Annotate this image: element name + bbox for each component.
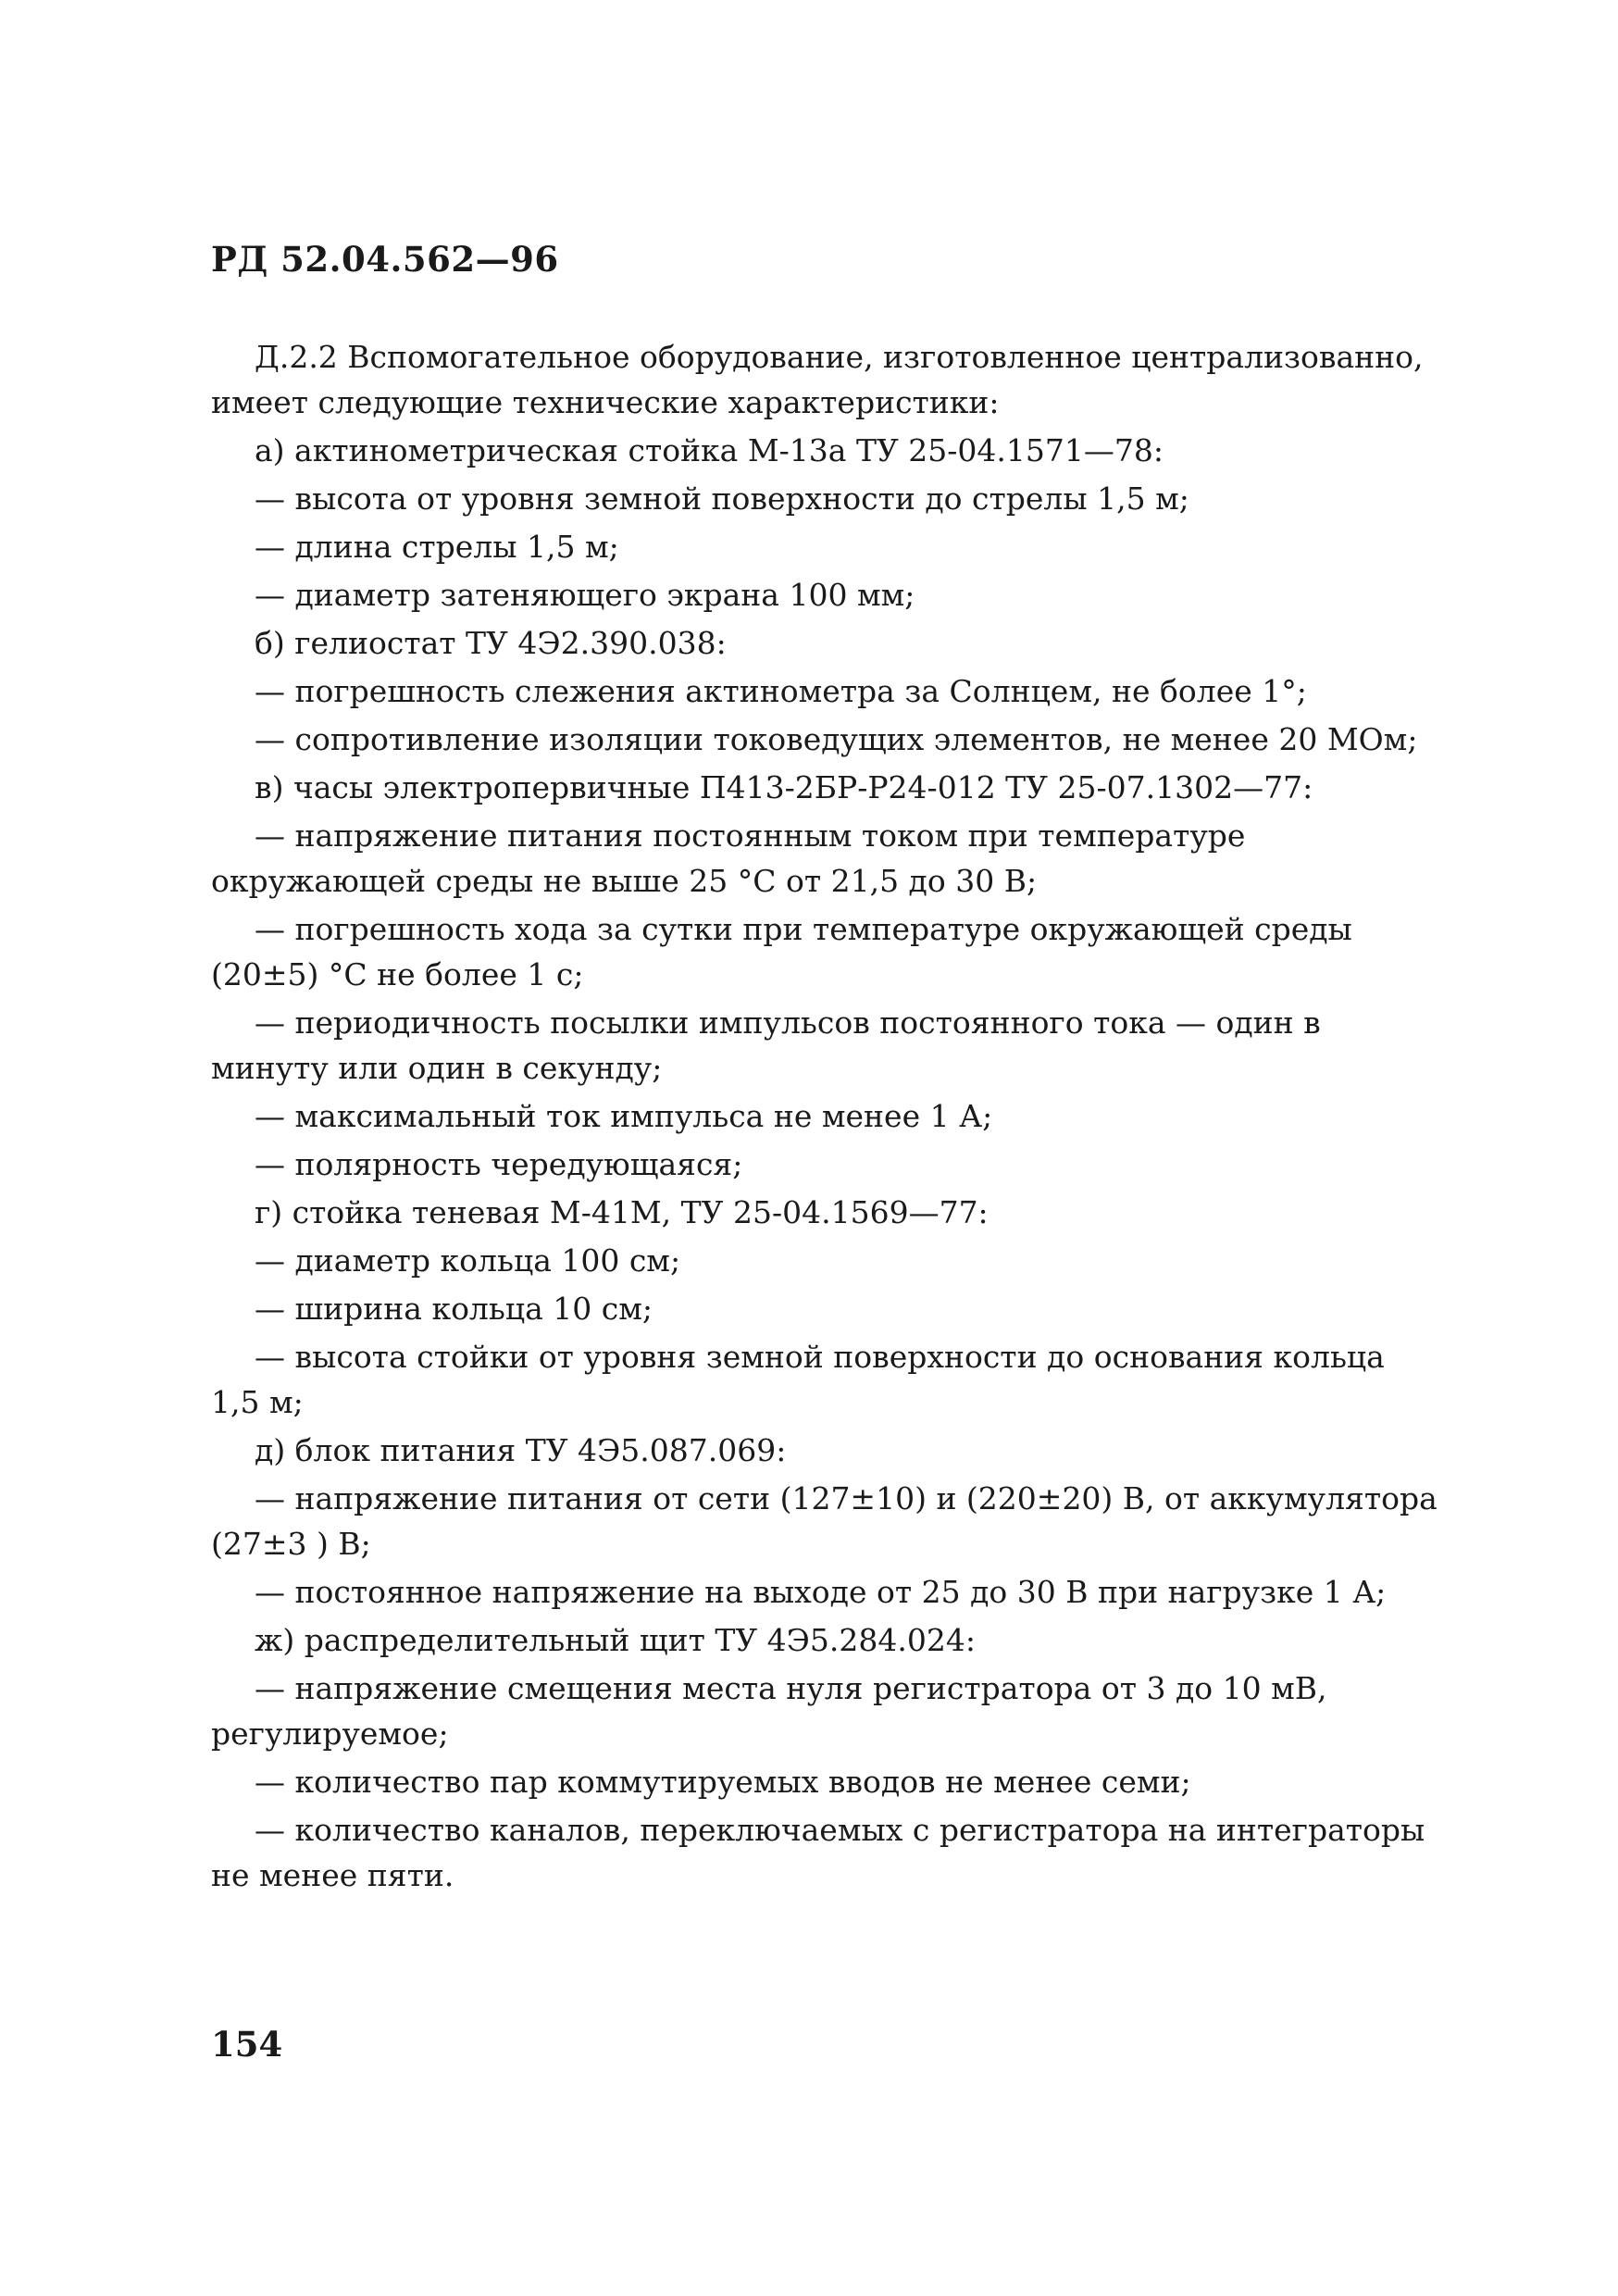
list-item: — напряжение питания от сети (127±10) и (220±20) В, от аккумулятора (27±3 ) В;: [211, 1480, 1438, 1562]
list-item: — количество каналов, переключаемых с регистратора на интеграторы не менее пяти.: [211, 1812, 1425, 1893]
list-item: — погрешность слежения актинометра за Солнцем, не более 1°;: [255, 673, 1307, 709]
list-item: — сопротивление изоляции токоведущих элементов, не менее 20 МОм;: [255, 721, 1418, 757]
list-item: — ширина кольца 10 см;: [255, 1291, 653, 1327]
list-item: г) стойка теневая М-41М, ТУ 25-04.1569—77:: [255, 1194, 989, 1230]
list-item: — полярность чередующаяся;: [255, 1146, 743, 1182]
list-item: — количество пар коммутируемых вводов не менее семи;: [255, 1764, 1191, 1800]
list-item: — периодичность посылки импульсов постоянного тока — один в минуту или один в секунду;: [211, 1004, 1321, 1086]
list-item: ж) распределительный щит ТУ 4Э5.284.024:: [255, 1622, 976, 1658]
document-body: [211, 334, 1442, 1898]
list-item: д) блок питания ТУ 4Э5.087.069:: [255, 1432, 787, 1468]
list-item: — диаметр кольца 100 см;: [255, 1242, 681, 1279]
list-item: — длина стрелы 1,5 м;: [255, 529, 619, 565]
list-item: — постоянное напряжение на выходе от 25 до 30 В при нагрузке 1 А;: [255, 1574, 1387, 1610]
list-item: — высота от уровня земной поверхности до стрелы 1,5 м;: [255, 480, 1189, 517]
document-page: [211, 239, 1442, 2065]
list-item: — погрешность хода за сутки при температуре окружающей среды (20±5) °С не более 1 с;: [211, 911, 1352, 992]
section-paragraph: Д.2.2 Вспомогательное оборудование, изготовленное централизованно, имеет следующие технические характеристики:: [211, 339, 1424, 420]
list-item: б) гелиостат ТУ 4Э2.390.038:: [255, 625, 727, 661]
list-item: — диаметр затеняющего экрана 100 мм;: [255, 577, 915, 613]
list-item: — максимальный ток импульса не менее 1 А;: [255, 1098, 993, 1134]
list-item: — напряжение смещения места нуля регистратора от 3 до 10 мВ, регулируемое;: [211, 1670, 1327, 1752]
list-item: в) часы электропервичные П413-2БР-Р24-012 ТУ 25-07.1302—77:: [255, 769, 1313, 805]
list-item: — высота стойки от уровня земной поверхности до основания кольца 1,5 м;: [211, 1339, 1385, 1420]
list-item: — напряжение питания постоянным током при температуре окружающей среды не выше 25 °С от 21,5 до 30 В;: [211, 817, 1246, 899]
list-item: а) актинометрическая стойка М-13а ТУ 25-04.1571—78:: [255, 432, 1164, 468]
document-header: РД 52.04.562—96: [211, 239, 559, 280]
page-number: 154: [211, 2024, 283, 2065]
